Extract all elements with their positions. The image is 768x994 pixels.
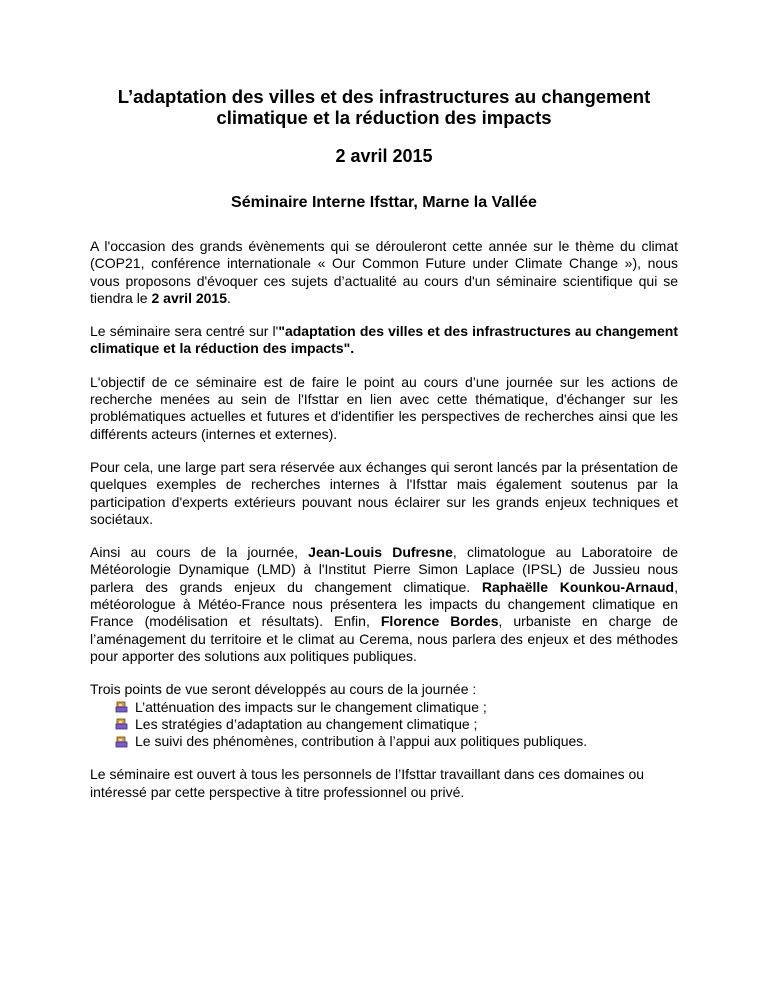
points-intro: Trois points de vue seront développés au cours de la journée : (90, 681, 477, 698)
bullet-icon (115, 736, 129, 748)
speaker-name: Florence Bordes (380, 613, 499, 630)
bullet-icon (115, 718, 129, 730)
list-item: Les stratégies d’adaptation au changement climatique ; (115, 716, 678, 733)
paragraph-closing: Le séminaire est ouvert à tous les personnels de l’Ifsttar travaillant dans ces domaines ou intéressé par cette perspective à titre professionnel ou privé. (90, 766, 645, 800)
paragraph-intro: A l'occasion des grands évènements qui se dérouleront cette année sur le thème du climat (COP21, conférence internationale « Our Common Future under Climate Change »), nous vous proposons d'évoquer ces sujets d’actualité au cours d'un séminaire scientifique qui se tiendra le 2 avril 2015. (90, 238, 678, 306)
paragraph-exchanges: Pour cela, une large part sera réservée aux échanges qui seront lancés par la présentation de quelques exemples de recherches internes à l'Ifsttar mais également soutenus par la participation d'experts extérieurs pouvant nous éclairer sur les grands enjeux techniques et sociétaux. (90, 458, 678, 527)
theme-emphasis: "adaptation des villes et des infrastructures au changement climatique et la réduction des impacts". (90, 323, 678, 357)
paragraph-focus: Le séminaire sera centré sur l'"adaptation des villes et des infrastructures au changement climatique et la réduction des impacts". (90, 323, 678, 357)
seminar-subtitle: Séminaire Interne Ifsttar, Marne la Vallée (231, 194, 537, 211)
points-list (90, 699, 678, 751)
paragraph-objective: L'objectif de ce séminaire est de faire le point au cours d’une journée sur les actions de recherche menées au sein de l'Ifsttar en lien avec cette thématique, d'échanger sur les problématiques actuelles et futures et d'identifier les perspectives de recherches ainsi que les différents acteurs (internes et externes). (90, 373, 678, 442)
speaker-name: Jean-Louis Dufresne (308, 544, 453, 561)
bullet-icon (115, 701, 129, 713)
paragraph-speakers: Ainsi au cours de la journée, Jean-Louis Dufresne, climatologue au Laboratoire de Météorologie Dynamique (LMD) à l'Institut Pierre Simon Laplace (IPSL) de Jussieu nous parlera des grands enjeux du changement climatique. Raphaëlle Kounkou-Arnaud, météorologue à Météo-France nous présentera les impacts du changement climatique en France (modélisation et résultats). Enfin, Florence Bordes, urbaniste en charge de l’aménagement du territoire et le climat au Cerema, nous parlera des enjeux et des méthodes pour apporter des solutions aux politiques publiques. (90, 544, 678, 664)
document-body (90, 238, 678, 817)
list-item: L’atténuation des impacts sur le changement climatique ; (115, 699, 678, 716)
date-emphasis: 2 avril 2015 (151, 289, 227, 306)
list-item: Le suivi des phénomènes, contribution à l’appui aux politiques publiques. (115, 733, 678, 750)
speaker-name: Raphaëlle Kounkou-Arnaud (481, 578, 675, 595)
seminar-date: 2 avril 2015 (335, 146, 433, 166)
document-title: L’adaptation des villes et des infrastructures au changement climatique et la réduction des impacts (117, 86, 651, 128)
